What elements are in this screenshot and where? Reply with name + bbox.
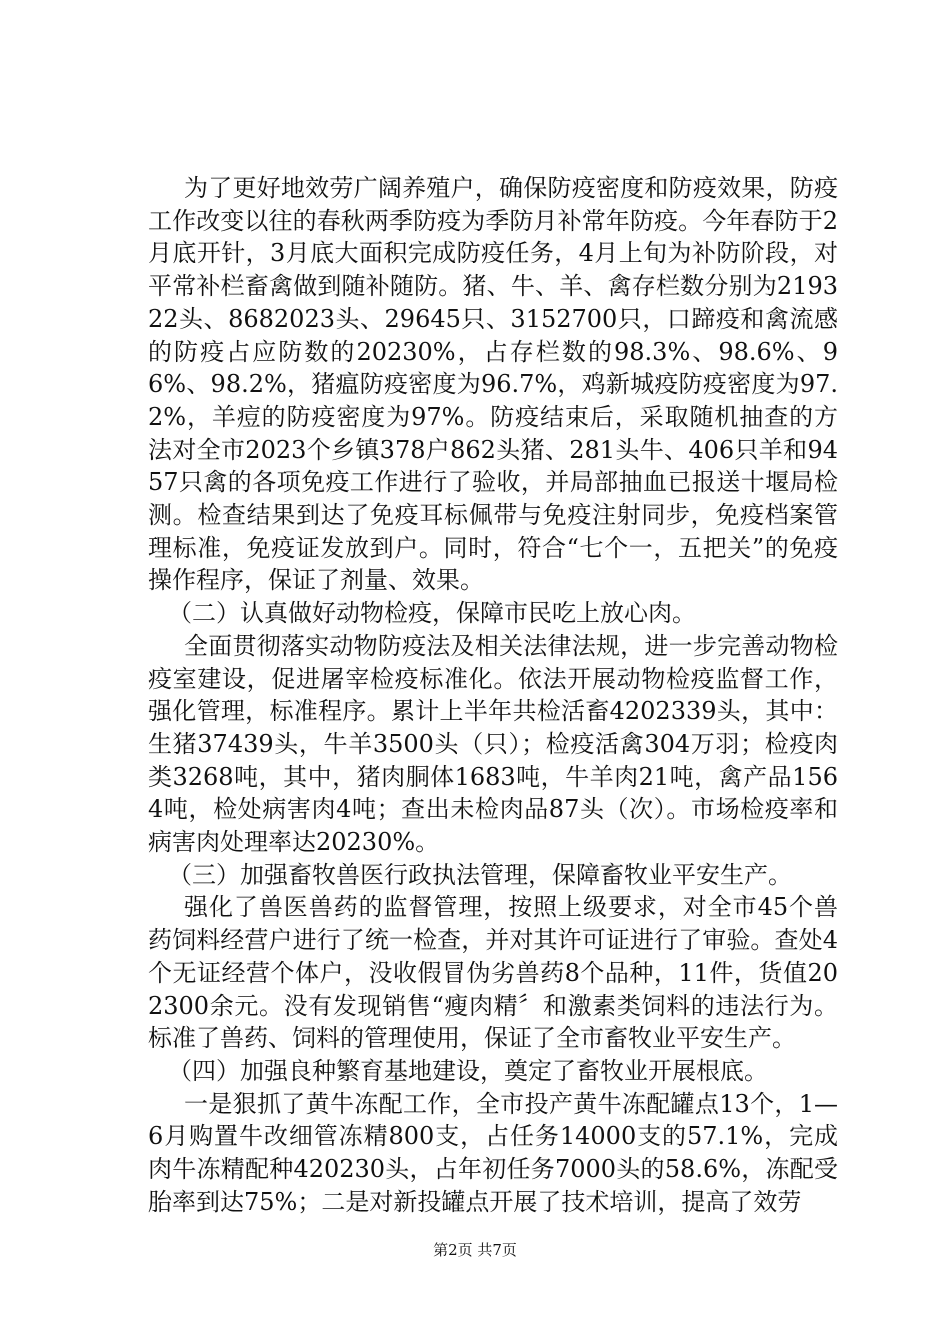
document-body <box>148 172 838 1219</box>
section-heading-quarantine: （二）认真做好动物检疫，保障市民吃上放心肉。 <box>168 599 696 628</box>
paragraph-immunization: 为了更好地效劳广阔养殖户，确保防疫密度和防疫效果，防疫工作改变以往的春秋两季防疫为季防月补常年防疫。今年春防于2月底开针，3月底大面积完成防疫任务，4月上旬为补防阶段，对平常补栏畜禽做到随补随防。猪、牛、羊、禽存栏数分别为219322头、8682023头、29645只、3152700只，口蹄疫和禽流感的防疫占应防数的20230%，占存栏数的98.3%、98.6%、96%、98.2%，猪瘟防疫密度为96.7%，鸡新城疫防疫密度为97.2%，羊痘的防疫密度为97%。防疫结束后，采取随机抽查的方法对全市2023个乡镇378户862头猪、281头牛、406只羊和9457只禽的各项免疫工作进行了验收，并局部抽血已报送十堰局检测。检查结果到达了免疫耳标佩带与免疫注射同步，免疫档案管理标准，免疫证发放到户。同时，符合“七个一，五把关”的免疫操作程序，保证了剂量、效果。 <box>148 174 838 595</box>
paragraph-enforcement: 强化了兽医兽药的监督管理，按照上级要求，对全市45个兽药饲料经营户进行了统一检查，并对其许可证进行了审验。查处4个无证经营个体户，没收假冒伪劣兽药8个品种，11件，货值202300余元。没有发现销售“瘦肉精〞和激素类饲料的违法行为。标准了兽药、饲料的管理使用，保证了全市畜牧业平安生产。 <box>148 893 838 1053</box>
section-heading-enforcement: （三）加强畜牧兽医行政执法管理，保障畜牧业平安生产。 <box>168 860 792 889</box>
paragraph-quarantine: 全面贯彻落实动物防疫法及相关法律法规，进一步完善动物检疫室建设，促进屠宰检疫标准化。依法开展动物检疫监督工作，强化管理，标准程序。累计上半年共检活畜4202339头，其中：生猪37439头，牛羊3500头（只）；检疫活禽304万羽；检疫肉类3268吨，其中，猪肉胴体1683吨，牛羊肉21吨，禽产品1564吨，检处病害肉4吨；查出未检肉品87头（次）。市场检疫率和病害肉处理率达20230%。 <box>148 631 838 857</box>
paragraph-breeding: 一是狠抓了黄牛冻配工作，全市投产黄牛冻配罐点13个，1—6月购置牛改细管冻精800支，占任务14000支的57.1%，完成肉牛冻精配种420230头，占年初任务7000头的58.6%，冻配受胎率到达75%；二是对新投罐点开展了技术培训，提高了效劳 <box>148 1089 838 1216</box>
section-heading-breeding: （四）加强良种繁育基地建设，奠定了畜牧业开展根底。 <box>168 1056 768 1085</box>
page-number-footer: 第2页 共7页 <box>433 1241 517 1259</box>
